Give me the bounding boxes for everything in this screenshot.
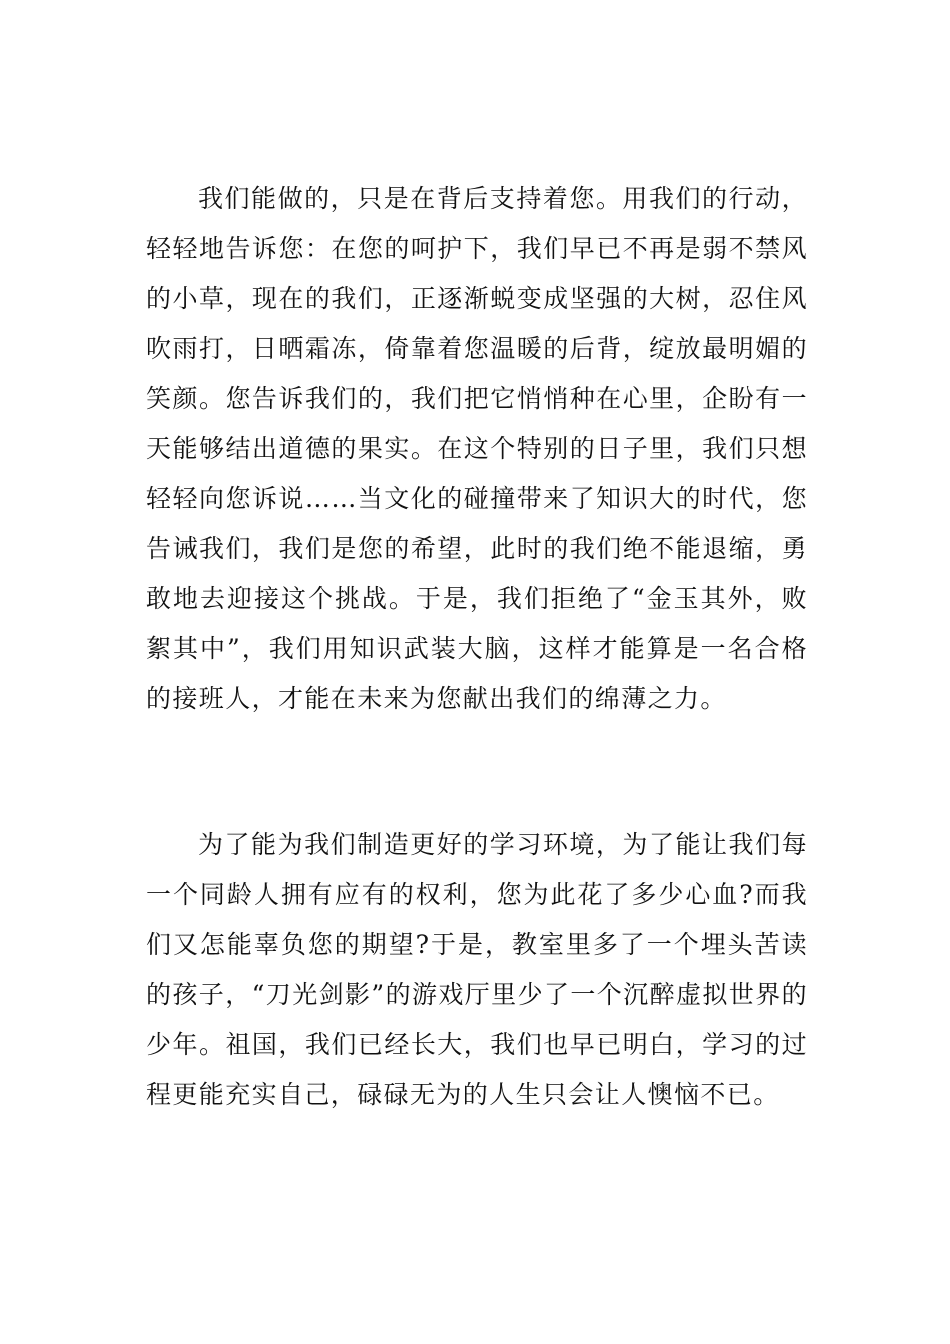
body-paragraph-1: 我们能做的，只是在背后支持着您。用我们的行动，轻轻地告诉您：在您的呵护下，我们早已不再是弱不禁风的小草，现在的我们，正逐渐蜕变成坚强的大树，忍住风吹雨打，日晒霜冻，倚靠着您温暖的后背，绽放最明媚的笑颜。您告诉我们的，我们把它悄悄种在心里，企盼有一天能够结出道德的果实。在这个特别的日子里，我们只想轻轻向您诉说……当文化的碰撞带来了知识大的时代，您告诫我们，我们是您的希望，此时的我们绝不能退缩，勇敢地去迎接这个挑战。于是，我们拒绝了“金玉其外，败絮其中”，我们用知识武装大脑，这样才能算是一名合格的接班人，才能在未来为您献出我们的绵薄之力。 <box>146 184 808 713</box>
body-paragraph-2: 为了能为我们制造更好的学习环境，为了能让我们每一个同龄人拥有应有的权利，您为此花了多少心血?而我们又怎能辜负您的期望?于是，教室里多了一个埋头苦读的孩子，“刀光剑影”的游戏厅里少了一个沉醉虚拟世界的少年。祖国，我们已经长大，我们也早已明白，学习的过程更能充实自己，碌碌无为的人生只会让人懊恼不已。 <box>146 830 808 1109</box>
